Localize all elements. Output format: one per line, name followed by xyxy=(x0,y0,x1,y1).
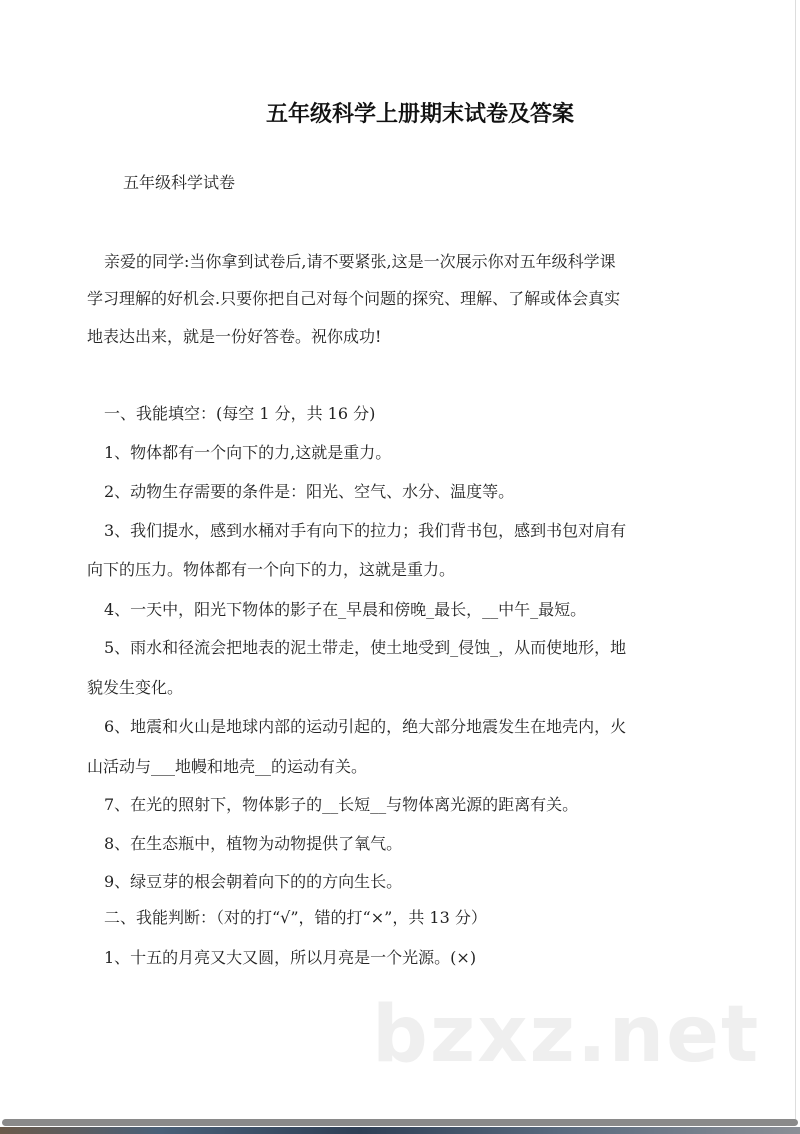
watermark: bzxz.net xyxy=(372,990,761,1080)
question-line: 3、我们提水，感到水桶对手有向下的拉力；我们背书包，感到书包对肩有 xyxy=(104,521,627,540)
question-line: 貌发生变化。 xyxy=(87,678,184,697)
question-line: 6、地震和火山是地球内部的运动引起的，绝大部分地震发生在地壳内，火 xyxy=(104,717,627,736)
question-line: 8、在生态瓶中，植物为动物提供了氧气。 xyxy=(104,834,403,853)
horizontal-scrollbar[interactable] xyxy=(2,1119,798,1126)
document-title: 五年级科学上册期末试卷及答案 xyxy=(265,102,574,127)
section-heading: 一、我能填空：(每空 1 分，共 16 分) xyxy=(104,404,376,423)
question-line: 1、物体都有一个向下的力,这就是重力。 xyxy=(104,443,392,462)
question-line: 7、在光的照射下，物体影子的__长短__与物体离光源的距离有关。 xyxy=(104,795,579,814)
question-line: 向下的压力。物体都有一个向下的力，这就是重力。 xyxy=(87,560,456,579)
intro-line: 亲爱的同学:当你拿到试卷后,请不要紧张,这是一次展示你对五年级科学课 xyxy=(104,252,616,271)
intro-line: 学习理解的好机会.只要你把自己对每个问题的探究、理解、了解或体会真实 xyxy=(87,289,621,308)
intro-line: 地表达出来，就是一份好答卷。祝你成功! xyxy=(87,327,382,346)
question-line: 5、雨水和径流会把地表的泥土带走，使土地受到_侵蚀_，从而使地形，地 xyxy=(104,638,627,657)
question-line: 2、动物生存需要的条件是：阳光、空气、水分、温度等。 xyxy=(104,482,515,501)
document-subtitle: 五年级科学试卷 xyxy=(123,173,236,192)
section-heading: 二、我能判断：（对的打“√”，错的打“×”，共 13 分） xyxy=(104,908,487,927)
background-image-strip xyxy=(0,1127,800,1134)
question-line: 山活动与___地幔和地壳__的运动有关。 xyxy=(87,757,368,776)
question-line: 1、十五的月亮又大又圆，所以月亮是一个光源。(×) xyxy=(104,948,477,967)
question-line: 4、一天中，阳光下物体的影子在_早晨和傍晚_最长，__中午_最短。 xyxy=(104,600,587,619)
question-line: 9、绿豆芽的根会朝着向下的的方向生长。 xyxy=(104,872,403,891)
